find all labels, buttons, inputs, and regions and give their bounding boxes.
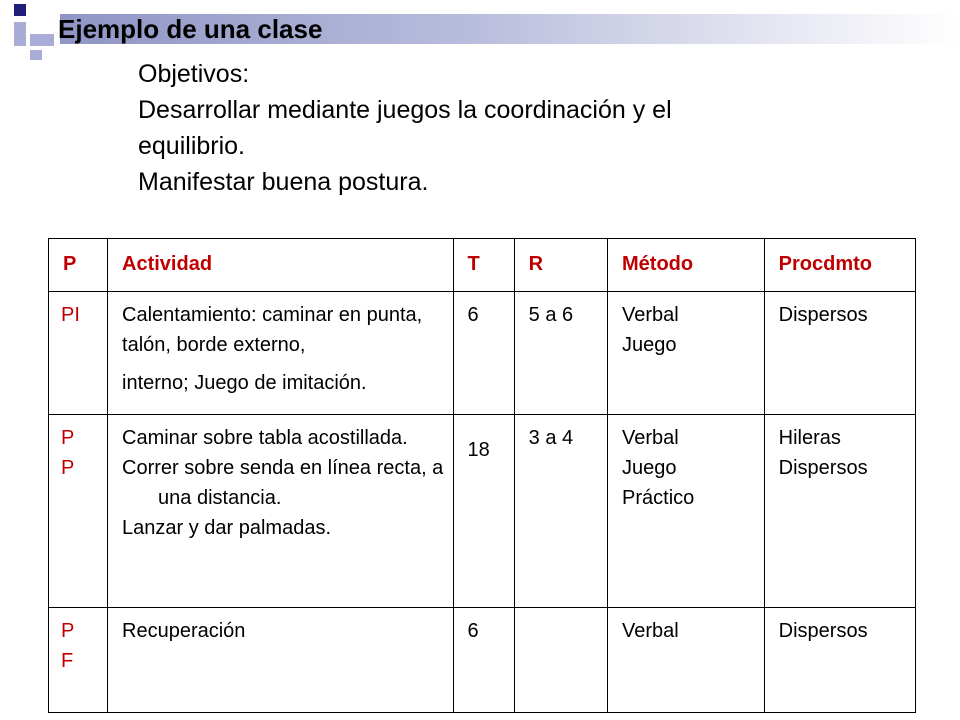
procedure-cell	[764, 608, 915, 713]
objectives-heading: Objetivos:	[138, 60, 250, 88]
procedure-line: Dispersos	[778, 620, 868, 642]
phase-letter: P	[61, 457, 75, 479]
activity-line: Recuperación	[122, 620, 246, 642]
procedure-cell	[764, 415, 915, 608]
method-line: Verbal	[622, 427, 679, 449]
activity-line: Lanzar y dar palmadas.	[122, 517, 332, 539]
reps-cell: 3 a 4	[514, 415, 607, 608]
activity-line: interno; Juego de imitación.	[122, 372, 367, 394]
header-method: Método	[608, 239, 765, 292]
procedure-line: Hileras	[778, 427, 841, 449]
table-row	[49, 415, 916, 608]
objectives-block	[138, 56, 938, 200]
procedure-cell	[764, 292, 915, 415]
time-cell: 6	[453, 292, 514, 415]
activity-cell	[108, 292, 454, 415]
method-line: Juego	[622, 334, 677, 356]
table-row	[49, 292, 916, 415]
deco-square-light	[30, 50, 42, 60]
header-phase: P	[49, 239, 108, 292]
reps-cell: 5 a 6	[514, 292, 607, 415]
phase-letter: F	[61, 650, 74, 672]
method-line: Verbal	[622, 304, 679, 326]
header-procedure: Procdmto	[764, 239, 915, 292]
activity-line: Calentamiento: caminar en punta, talón, borde externo,	[122, 304, 423, 356]
phase-letter: P	[61, 620, 75, 642]
procedure-line: Dispersos	[778, 304, 868, 326]
objective-1-line-2: equilibrio.	[138, 132, 246, 160]
method-line: Práctico	[622, 487, 695, 509]
phase-cell	[49, 608, 108, 713]
class-plan-table	[48, 238, 916, 713]
phase-cell	[49, 415, 108, 608]
phase-cell: PI	[49, 292, 108, 415]
table-header-row	[49, 239, 916, 292]
deco-square-light	[30, 34, 54, 46]
activity-cell	[108, 415, 454, 608]
slide-title: Ejemplo de una clase	[58, 14, 323, 44]
reps-cell	[514, 608, 607, 713]
method-cell	[608, 292, 765, 415]
objective-2: Manifestar buena postura.	[138, 168, 429, 196]
objective-1-line-1: Desarrollar mediante juegos la coordinación y el	[138, 96, 672, 124]
deco-square-light	[14, 22, 26, 46]
time-cell: 18	[453, 415, 514, 608]
header-reps: R	[514, 239, 607, 292]
method-cell	[608, 415, 765, 608]
method-line: Verbal	[622, 620, 679, 642]
header-activity: Actividad	[108, 239, 454, 292]
deco-square-dark	[14, 4, 26, 16]
method-cell	[608, 608, 765, 713]
activity-cell	[108, 608, 454, 713]
activity-line: Caminar sobre tabla acostillada.	[122, 427, 408, 449]
table-row	[49, 608, 916, 713]
method-line: Juego	[622, 457, 677, 479]
procedure-line: Dispersos	[778, 457, 868, 479]
phase-letter: P	[61, 427, 75, 449]
header-time: T	[453, 239, 514, 292]
activity-line: Correr sobre senda en línea recta, a una distancia.	[122, 457, 444, 509]
time-cell: 6	[453, 608, 514, 713]
